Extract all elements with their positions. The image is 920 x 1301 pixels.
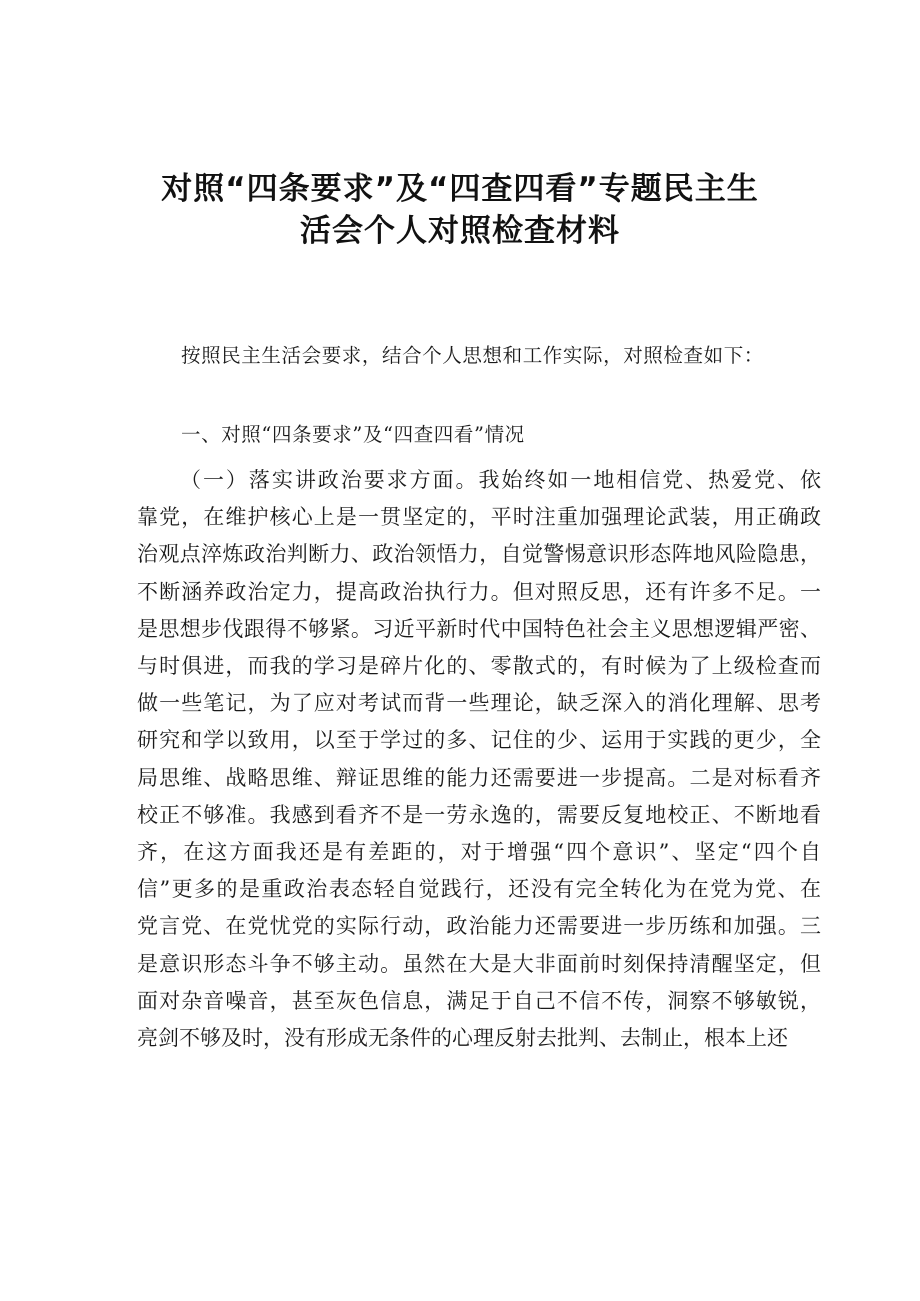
paragraph-line: 校正不够准。我感到看齐不是一劳永逸的，需要反复地校正、不断地看: [137, 802, 821, 827]
paragraph-line: 信”更多的是重政治表态轻自觉践行，还没有完全转化为在党为党、在: [137, 877, 821, 902]
paragraph-line: 是意识形态斗争不够主动。虽然在大是大非面前时刻保持清醒坚定，但: [137, 951, 821, 976]
paragraph-line: 靠党，在维护核心上是一贯坚定的，平时注重加强理论武装，用正确政: [137, 505, 821, 530]
section-heading-1: 一、对照“四条要求”及“四查四看”情况: [181, 423, 525, 446]
paragraph-line: 亮剑不够及时，没有形成无条件的心理反射去批判、去制止，根本上还: [137, 1026, 788, 1050]
paragraph-line: 局思维、战略思维、辩证思维的能力还需要进一步提高。二是对标看齐: [137, 765, 821, 790]
document-title-line-1: 对照“四条要求”及“四查四看”专题民主生: [161, 171, 759, 207]
paragraph-line: 面对杂音噪音，甚至灰色信息，满足于自己不信不传，洞察不够敏锐，: [137, 988, 821, 1013]
intro-paragraph: 按照民主生活会要求，结合个人思想和工作实际，对照检查如下：: [181, 344, 764, 367]
paragraph-line: 是思想步伐跟得不够紧。习近平新时代中国特色社会主义思想逻辑严密、: [137, 616, 821, 641]
paragraph-line: 与时俱进，而我的学习是碎片化的、零散式的，有时候为了上级检查而: [137, 654, 821, 678]
paragraph-line: 不断涵养政治定力，提高政治执行力。但对照反思，还有许多不足。一: [137, 579, 821, 604]
paragraph-line: （一）落实讲政治要求方面。我始终如一地相信党、热爱党、依: [180, 468, 821, 492]
paragraph-line: 治观点淬炼政治判断力、政治领悟力，自觉警惕意识形态阵地风险隐患，: [137, 542, 821, 567]
paragraph-line: 党言党、在党忧党的实际行动，政治能力还需要进一步历练和加强。三: [137, 914, 821, 939]
paragraph-line: 研究和学以致用，以至于学过的多、记住的少、运用于实践的更少，全: [137, 728, 821, 753]
document-title-line-2: 活会个人对照检查材料: [300, 213, 620, 249]
paragraph-line: 做一些笔记，为了应对考试而背一些理论，缺乏深入的消化理解、思考: [137, 691, 821, 716]
paragraph-line: 齐，在这方面我还是有差距的，对于增强“四个意识”、坚定“四个自: [137, 840, 821, 864]
